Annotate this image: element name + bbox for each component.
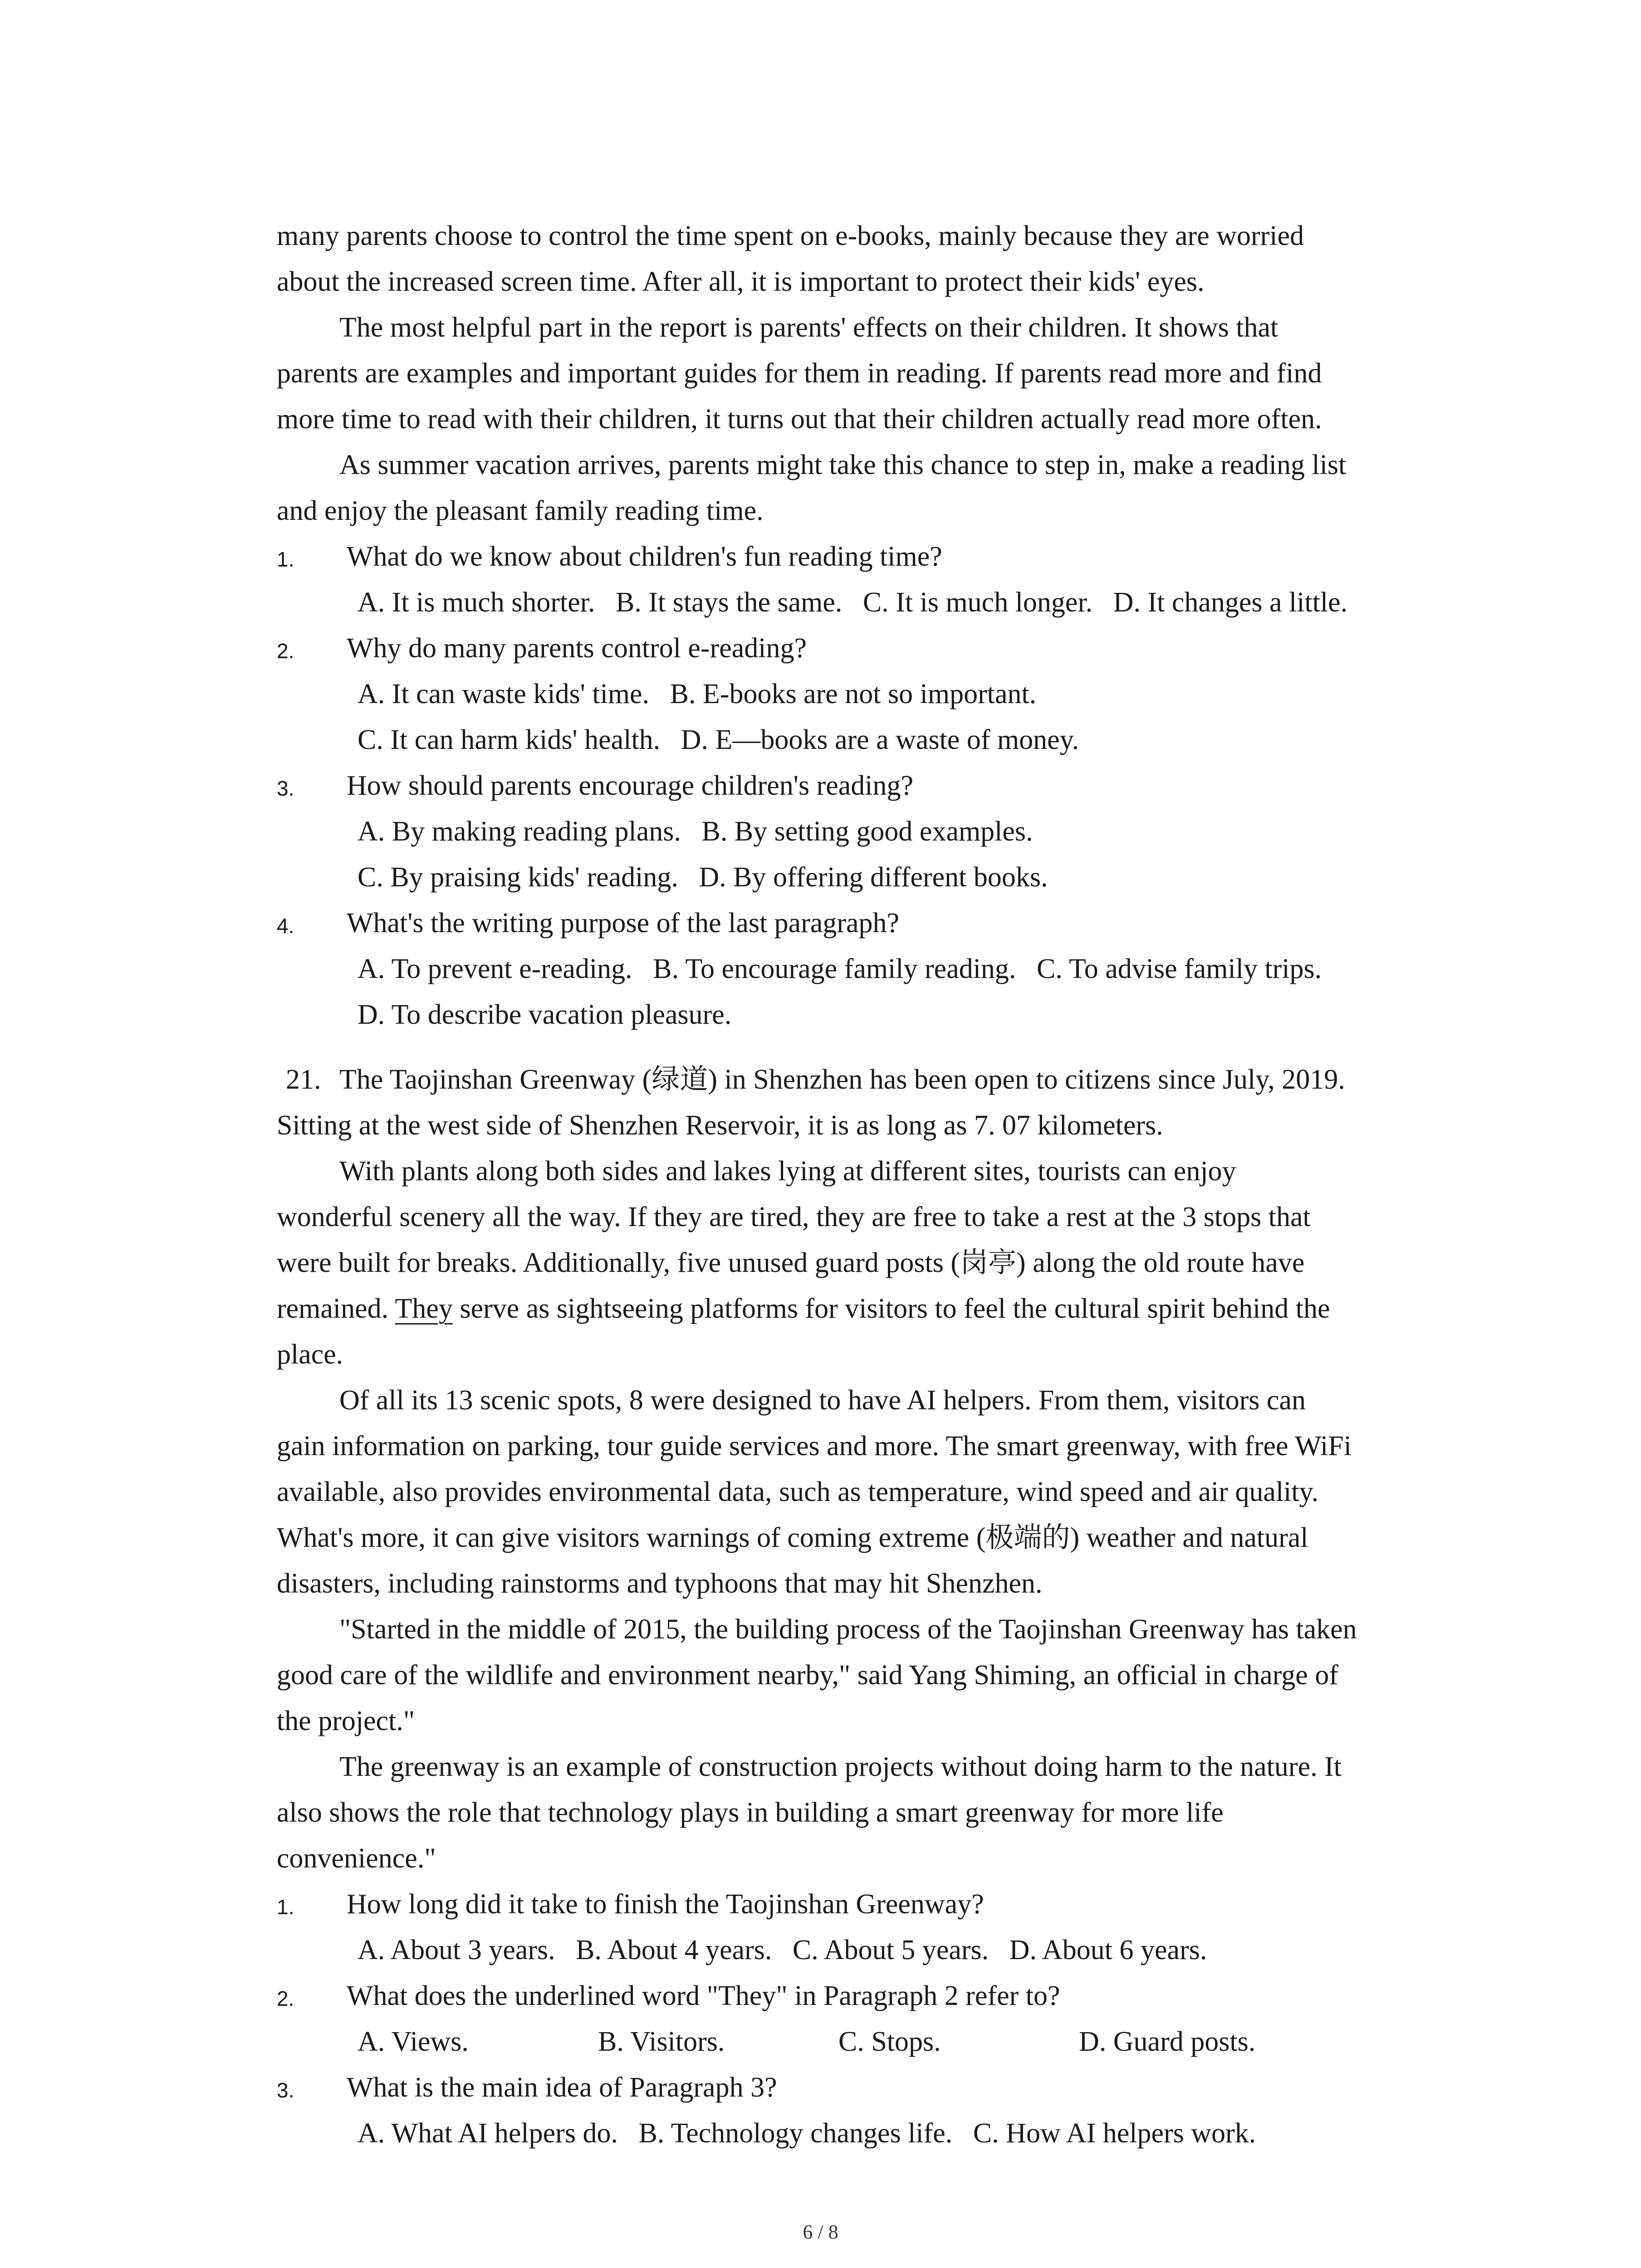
paragraph-first-line: "Started in the middle of 2015, the building process of the Taojinshan Greenway has taken: [339, 1614, 1357, 1645]
option-a[interactable]: A. It can waste kids' time.: [358, 679, 650, 709]
page-number: 6 / 8: [803, 2221, 838, 2243]
question-text: What is the main idea of Paragraph 3?: [347, 2072, 777, 2103]
question: [277, 2065, 1456, 2111]
line-part: serve as sightseeing platforms for visitors to feel the cultural spirit behind the: [452, 1293, 1330, 1324]
option-b[interactable]: B. It stays the same.: [616, 587, 843, 618]
option-d[interactable]: D. It changes a little.: [1113, 587, 1348, 618]
option-a[interactable]: A. It is much shorter.: [358, 587, 595, 618]
question: [277, 763, 1456, 809]
item-first-line: [277, 1057, 1456, 1103]
option-c[interactable]: C. How AI helpers work.: [973, 2118, 1256, 2149]
option-d[interactable]: D. About 6 years.: [1009, 1935, 1207, 1965]
answer-options: [277, 809, 1456, 855]
passage-line: disasters, including rainstorms and typhoons that may hit Shenzhen.: [277, 1568, 1043, 1599]
question-text: How long did it take to finish the Taojinshan Greenway?: [347, 1889, 984, 1920]
answer-options: [277, 580, 1456, 626]
passage-line: about the increased screen time. After all, it is important to protect their kids' eyes.: [277, 266, 1205, 297]
question: [277, 534, 1456, 580]
option-a[interactable]: A. To prevent e-reading.: [358, 953, 632, 984]
passage-line: place.: [277, 1339, 343, 1370]
paragraph-first-line: Of all its 13 scenic spots, 8 were designed to have AI helpers. From them, visitors can: [339, 1385, 1306, 1416]
passage-line: more time to read with their children, it turns out that their children actually read more often.: [277, 404, 1322, 435]
option-b[interactable]: B. E-books are not so important.: [670, 679, 1037, 709]
option-b[interactable]: B. About 4 years.: [576, 1935, 772, 1965]
passage-line: What's more, it can give visitors warnings of coming extreme (极端的) weather and natural: [277, 1522, 1308, 1553]
option-d[interactable]: D. To describe vacation pleasure.: [358, 999, 732, 1030]
question-text: What do we know about children's fun reading time?: [347, 541, 942, 572]
passage-b: [277, 1057, 1456, 2156]
question: [277, 626, 1456, 671]
question-text: Why do many parents control e-reading?: [347, 633, 807, 664]
option-b[interactable]: B. Visitors.: [598, 2026, 725, 2057]
option-c[interactable]: C. To advise family trips.: [1036, 953, 1322, 984]
option-b[interactable]: B. To encourage family reading.: [653, 953, 1016, 984]
answer-options: [277, 2111, 1456, 2156]
paragraph-first-line: The most helpful part in the report is parents' effects on their children. It shows that: [339, 312, 1279, 343]
passage-line: many parents choose to control the time spent on e-books, mainly because they are worried: [277, 220, 1304, 251]
passage-line: wonderful scenery all the way. If they are tired, they are free to take a rest at the 3 stops that: [277, 1202, 1311, 1232]
passage-a: [277, 213, 1456, 1038]
passage-line: gain information on parking, tour guide services and more. The smart greenway, with free WiFi: [277, 1431, 1352, 1461]
option-c[interactable]: C. It is much longer.: [862, 587, 1093, 618]
question-number: 2.: [277, 1987, 294, 2010]
option-b[interactable]: B. Technology changes life.: [638, 2118, 953, 2149]
option-a[interactable]: A. By making reading plans.: [358, 816, 681, 847]
paragraph-first-line: The greenway is an example of construction projects without doing harm to the nature. It: [339, 1751, 1342, 1782]
answer-options: [277, 946, 1456, 992]
answer-options: [277, 992, 1456, 1038]
question-text: What does the underlined word "They" in Paragraph 2 refer to?: [347, 1980, 1060, 2011]
answer-options: [277, 1927, 1456, 1973]
question: [277, 1973, 1456, 2019]
passage-line: the project.": [277, 1706, 415, 1736]
line-part: remained.: [277, 1293, 395, 1324]
paragraph-first-line: As summer vacation arrives, parents might take this chance to step in, make a reading list: [339, 450, 1347, 480]
item-first-line-text: The Taojinshan Greenway (绿道) in Shenzhen has been open to citizens since July, 2019.: [339, 1064, 1345, 1095]
question-number: 2.: [277, 639, 294, 663]
underlined-word: They: [395, 1293, 453, 1324]
question-number: 3.: [277, 2078, 294, 2102]
passage-line: Sitting at the west side of Shenzhen Reservoir, it is as long as 7. 07 kilometers.: [277, 1110, 1163, 1141]
option-d[interactable]: D. Guard posts.: [1079, 2026, 1256, 2057]
option-c[interactable]: C. Stops.: [838, 2026, 941, 2057]
question-number: 3.: [277, 777, 294, 800]
answer-options: [277, 717, 1456, 763]
passage-line: available, also provides environmental data, such as temperature, wind speed and air quality.: [277, 1476, 1319, 1507]
question-text: What's the writing purpose of the last paragraph?: [347, 908, 900, 938]
option-a[interactable]: A. About 3 years.: [358, 1935, 555, 1965]
passage-line: convenience.": [277, 1843, 436, 1874]
paragraph-first-line: With plants along both sides and lakes lying at different sites, tourists can enjoy: [339, 1156, 1236, 1187]
answer-options: [277, 671, 1456, 717]
question-text: How should parents encourage children's reading?: [347, 770, 914, 801]
option-a[interactable]: A. What AI helpers do.: [358, 2118, 618, 2149]
option-a[interactable]: A. Views.: [358, 2026, 469, 2057]
question: [277, 1882, 1456, 1927]
option-b[interactable]: B. By setting good examples.: [701, 816, 1033, 847]
passage-line: [277, 1286, 1456, 1332]
item-number: 21.: [286, 1064, 321, 1095]
question-number: 1.: [277, 547, 294, 571]
passage-line: also shows the role that technology plays in building a smart greenway for more life: [277, 1797, 1224, 1828]
option-c[interactable]: C. It can harm kids' health.: [358, 724, 661, 755]
passage-line: and enjoy the pleasant family reading time.: [277, 495, 764, 526]
question-number: 4.: [277, 914, 294, 938]
option-d[interactable]: D. E—books are a waste of money.: [681, 724, 1079, 755]
answer-options: [277, 855, 1456, 900]
section-gap: [277, 1038, 1456, 1057]
passage-line: parents are examples and important guides for them in reading. If parents read more and find: [277, 358, 1322, 389]
option-c[interactable]: C. About 5 years.: [792, 1935, 989, 1965]
option-d[interactable]: D. By offering different books.: [699, 862, 1048, 893]
passage-line: were built for breaks. Additionally, five unused guard posts (岗亭) along the old route have: [277, 1247, 1305, 1278]
question-number: 1.: [277, 1895, 294, 1919]
page-content: [277, 213, 1456, 2156]
option-c[interactable]: C. By praising kids' reading.: [358, 862, 678, 893]
question: [277, 900, 1456, 946]
answer-options: [277, 2019, 1456, 2065]
passage-line: good care of the wildlife and environment nearby," said Yang Shiming, an official in charge of: [277, 1660, 1338, 1691]
